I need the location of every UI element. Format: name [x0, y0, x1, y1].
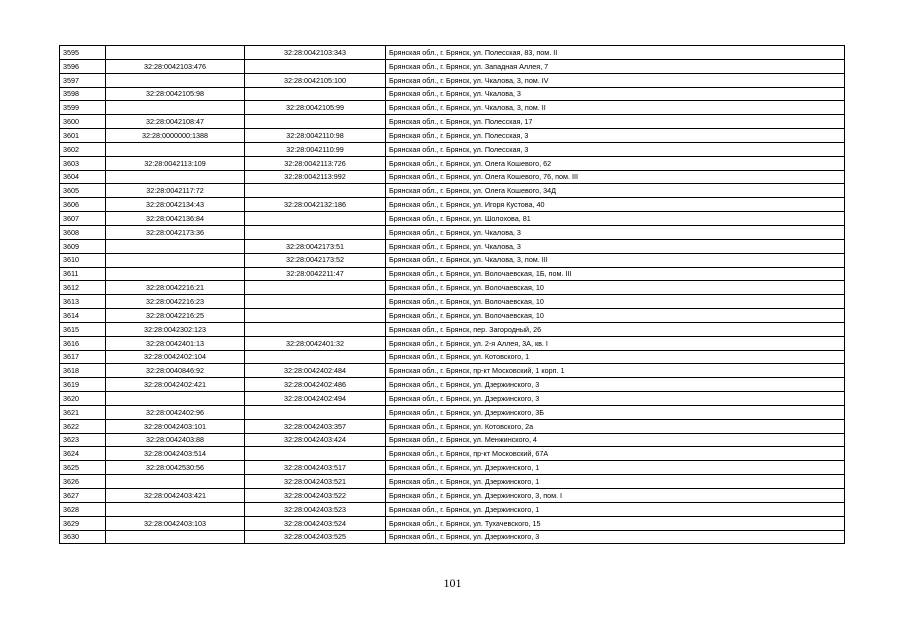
- address-cell: Брянская обл., г. Брянск, ул. Чкалова, 3: [386, 87, 845, 101]
- table-row: [60, 115, 845, 129]
- table-row: [60, 405, 845, 419]
- cadastral-number-cell: [106, 530, 245, 544]
- building-number-cell: 32:28:0042113:726: [245, 156, 386, 170]
- building-number-cell: [245, 59, 386, 73]
- building-number-cell: 32:28:0042105:99: [245, 101, 386, 115]
- table-row: [60, 101, 845, 115]
- row-number-cell: 3608: [60, 225, 106, 239]
- cadastral-number-cell: 32:28:0042402:104: [106, 350, 245, 364]
- row-number-cell: 3613: [60, 295, 106, 309]
- table-row: [60, 419, 845, 433]
- row-number-cell: 3598: [60, 87, 106, 101]
- row-number-cell: 3615: [60, 322, 106, 336]
- row-number-cell: 3611: [60, 267, 106, 281]
- cadastral-number-cell: 32:28:0042216:21: [106, 281, 245, 295]
- building-number-cell: 32:28:0042403:523: [245, 502, 386, 516]
- building-number-cell: 32:28:0042403:517: [245, 461, 386, 475]
- table-row: [60, 475, 845, 489]
- table-row: [60, 461, 845, 475]
- table-row: [60, 378, 845, 392]
- row-number-cell: 3606: [60, 198, 106, 212]
- table-row: [60, 489, 845, 503]
- building-number-cell: 32:28:0042113:992: [245, 170, 386, 184]
- address-cell: Брянская обл., г. Брянск, ул. Дзержинского, 1: [386, 502, 845, 516]
- address-cell: Брянская обл., г. Брянск, ул. Дзержинского, 3, пом. I: [386, 489, 845, 503]
- cadastral-number-cell: [106, 475, 245, 489]
- row-number-cell: 3612: [60, 281, 106, 295]
- row-number-cell: 3619: [60, 378, 106, 392]
- table-row: [60, 516, 845, 530]
- building-number-cell: [245, 212, 386, 226]
- cadastral-number-cell: [106, 253, 245, 267]
- address-cell: Брянская обл., г. Брянск, ул. Чкалова, 3, пом. II: [386, 101, 845, 115]
- cadastral-number-cell: 32:28:0042403:101: [106, 419, 245, 433]
- cadastral-number-cell: [106, 392, 245, 406]
- cadastral-number-cell: 32:28:0042103:476: [106, 59, 245, 73]
- address-cell: Брянская обл., г. Брянск, ул. Волочаевская, 10: [386, 295, 845, 309]
- row-number-cell: 3604: [60, 170, 106, 184]
- cadastral-number-cell: 32:28:0042216:23: [106, 295, 245, 309]
- address-cell: Брянская обл., г. Брянск, ул. Чкалова, 3, пом. III: [386, 253, 845, 267]
- table-row: [60, 350, 845, 364]
- address-cell: Брянская обл., г. Брянск, ул. Олега Кошевого, 34Д: [386, 184, 845, 198]
- row-number-cell: 3621: [60, 405, 106, 419]
- row-number-cell: 3626: [60, 475, 106, 489]
- row-number-cell: 3624: [60, 447, 106, 461]
- building-number-cell: [245, 350, 386, 364]
- building-number-cell: 32:28:0042110:98: [245, 129, 386, 143]
- row-number-cell: 3620: [60, 392, 106, 406]
- building-number-cell: [245, 115, 386, 129]
- row-number-cell: 3630: [60, 530, 106, 544]
- row-number-cell: 3614: [60, 309, 106, 323]
- address-cell: Брянская обл., г. Брянск, ул. Дзержинского, 3: [386, 378, 845, 392]
- cadastral-number-cell: 32:28:0042113:109: [106, 156, 245, 170]
- row-number-cell: 3600: [60, 115, 106, 129]
- building-number-cell: 32:28:0042403:524: [245, 516, 386, 530]
- address-cell: Брянская обл., г. Брянск, ул. Котовского, 1: [386, 350, 845, 364]
- cadastral-number-cell: 32:28:0042105:98: [106, 87, 245, 101]
- address-cell: Брянская обл., г. Брянск, ул. Чкалова, 3: [386, 225, 845, 239]
- table-row: [60, 267, 845, 281]
- address-cell: Брянская обл., г. Брянск, ул. Олега Кошевого, 76, пом. III: [386, 170, 845, 184]
- building-number-cell: 32:28:0042211:47: [245, 267, 386, 281]
- table-row: [60, 87, 845, 101]
- building-number-cell: 32:28:0042402:486: [245, 378, 386, 392]
- cadastral-number-cell: 32:28:0042530:56: [106, 461, 245, 475]
- building-number-cell: 32:28:0042403:525: [245, 530, 386, 544]
- table-row: [60, 142, 845, 156]
- building-number-cell: 32:28:0042103:343: [245, 46, 386, 60]
- cadastral-number-cell: 32:28:0000000:1388: [106, 129, 245, 143]
- page-number: 101: [443, 576, 462, 590]
- cadastral-number-cell: 32:28:0042134:43: [106, 198, 245, 212]
- address-cell: Брянская обл., г. Брянск, ул. Дзержинского, 1: [386, 475, 845, 489]
- cadastral-number-cell: 32:28:0042401:13: [106, 336, 245, 350]
- table-row: [60, 322, 845, 336]
- building-number-cell: 32:28:0042401:32: [245, 336, 386, 350]
- cadastral-number-cell: [106, 267, 245, 281]
- row-number-cell: 3595: [60, 46, 106, 60]
- row-number-cell: 3609: [60, 239, 106, 253]
- cadastral-number-cell: [106, 101, 245, 115]
- building-number-cell: [245, 87, 386, 101]
- cadastral-number-cell: [106, 502, 245, 516]
- cadastral-number-cell: [106, 142, 245, 156]
- row-number-cell: 3601: [60, 129, 106, 143]
- cadastral-number-cell: 32:28:0042117:72: [106, 184, 245, 198]
- row-number-cell: 3628: [60, 502, 106, 516]
- cadastral-table: [59, 45, 845, 544]
- building-number-cell: 32:28:0042403:522: [245, 489, 386, 503]
- cadastral-number-cell: 32:28:0042403:421: [106, 489, 245, 503]
- building-number-cell: 32:28:0042403:521: [245, 475, 386, 489]
- cadastral-number-cell: 32:28:0042108:47: [106, 115, 245, 129]
- cadastral-number-cell: 32:28:0042173:36: [106, 225, 245, 239]
- address-cell: Брянская обл., г. Брянск, ул. Полесская, 3: [386, 129, 845, 143]
- cadastral-number-cell: 32:28:0040846:92: [106, 364, 245, 378]
- cadastral-number-cell: 32:28:0042302:123: [106, 322, 245, 336]
- cadastral-number-cell: 32:28:0042136:84: [106, 212, 245, 226]
- building-number-cell: [245, 225, 386, 239]
- building-number-cell: 32:28:0042110:99: [245, 142, 386, 156]
- address-cell: Брянская обл., г. Брянск, ул. Шолохова, 81: [386, 212, 845, 226]
- building-number-cell: [245, 184, 386, 198]
- table-row: [60, 73, 845, 87]
- address-cell: Брянская обл., г. Брянск, ул. Игоря Кустова, 40: [386, 198, 845, 212]
- address-cell: Брянская обл., г. Брянск, ул. Чкалова, 3: [386, 239, 845, 253]
- address-cell: Брянская обл., г. Брянск, пер. Загородный, 26: [386, 322, 845, 336]
- address-cell: Брянская обл., г. Брянск, ул. Дзержинского, 3Б: [386, 405, 845, 419]
- table-row: [60, 364, 845, 378]
- address-cell: Брянская обл., г. Брянск, ул. Волочаевская, 10: [386, 281, 845, 295]
- address-cell: Брянская обл., г. Брянск, пр-кт Московский, 67А: [386, 447, 845, 461]
- table-row: [60, 170, 845, 184]
- table-row: [60, 129, 845, 143]
- row-number-cell: 3599: [60, 101, 106, 115]
- row-number-cell: 3629: [60, 516, 106, 530]
- building-number-cell: 32:28:0042403:424: [245, 433, 386, 447]
- address-cell: Брянская обл., г. Брянск, пр-кт Московский, 1 корп. 1: [386, 364, 845, 378]
- building-number-cell: 32:28:0042402:494: [245, 392, 386, 406]
- address-cell: Брянская обл., г. Брянск, ул. Дзержинского, 1: [386, 461, 845, 475]
- building-number-cell: 32:28:0042173:51: [245, 239, 386, 253]
- table-body: [60, 46, 845, 544]
- table-row: [60, 253, 845, 267]
- address-cell: Брянская обл., г. Брянск, ул. Волочаевская, 1Б, пом. III: [386, 267, 845, 281]
- table-row: [60, 59, 845, 73]
- table-row: [60, 336, 845, 350]
- table-row: [60, 447, 845, 461]
- row-number-cell: 3625: [60, 461, 106, 475]
- table-row: [60, 46, 845, 60]
- cadastral-number-cell: 32:28:0042402:421: [106, 378, 245, 392]
- table-row: [60, 530, 845, 544]
- address-cell: Брянская обл., г. Брянск, ул. Чкалова, 3, пом. IV: [386, 73, 845, 87]
- building-number-cell: 32:28:0042105:100: [245, 73, 386, 87]
- table-row: [60, 239, 845, 253]
- address-cell: Брянская обл., г. Брянск, ул. Западная Аллея, 7: [386, 59, 845, 73]
- row-number-cell: 3617: [60, 350, 106, 364]
- address-cell: Брянская обл., г. Брянск, ул. Полесская, 17: [386, 115, 845, 129]
- row-number-cell: 3603: [60, 156, 106, 170]
- table-row: [60, 198, 845, 212]
- building-number-cell: [245, 281, 386, 295]
- address-cell: Брянская обл., г. Брянск, ул. Олега Кошевого, 62: [386, 156, 845, 170]
- row-number-cell: 3627: [60, 489, 106, 503]
- table-row: [60, 433, 845, 447]
- cadastral-number-cell: [106, 46, 245, 60]
- cadastral-number-cell: 32:28:0042403:514: [106, 447, 245, 461]
- row-number-cell: 3602: [60, 142, 106, 156]
- cadastral-number-cell: 32:28:0042403:88: [106, 433, 245, 447]
- row-number-cell: 3622: [60, 419, 106, 433]
- address-cell: Брянская обл., г. Брянск, ул. Тухачевского, 15: [386, 516, 845, 530]
- row-number-cell: 3596: [60, 59, 106, 73]
- row-number-cell: 3607: [60, 212, 106, 226]
- address-cell: Брянская обл., г. Брянск, ул. Полесская, 3: [386, 142, 845, 156]
- table-row: [60, 309, 845, 323]
- row-number-cell: 3618: [60, 364, 106, 378]
- table-row: [60, 212, 845, 226]
- table-row: [60, 295, 845, 309]
- table-row: [60, 184, 845, 198]
- building-number-cell: [245, 447, 386, 461]
- table-row: [60, 392, 845, 406]
- address-cell: Брянская обл., г. Брянск, ул. Котовского, 2а: [386, 419, 845, 433]
- address-cell: Брянская обл., г. Брянск, ул. 2-я Аллея, 3А, кв. I: [386, 336, 845, 350]
- cadastral-number-cell: [106, 239, 245, 253]
- building-number-cell: [245, 295, 386, 309]
- row-number-cell: 3597: [60, 73, 106, 87]
- building-number-cell: 32:28:0042402:484: [245, 364, 386, 378]
- cadastral-number-cell: 32:28:0042403:103: [106, 516, 245, 530]
- cadastral-number-cell: 32:28:0042402:96: [106, 405, 245, 419]
- table-row: [60, 502, 845, 516]
- building-number-cell: [245, 322, 386, 336]
- table-row: [60, 225, 845, 239]
- cadastral-number-cell: 32:28:0042216:25: [106, 309, 245, 323]
- address-cell: Брянская обл., г. Брянск, ул. Дзержинского, 3: [386, 392, 845, 406]
- row-number-cell: 3605: [60, 184, 106, 198]
- row-number-cell: 3623: [60, 433, 106, 447]
- row-number-cell: 3610: [60, 253, 106, 267]
- row-number-cell: 3616: [60, 336, 106, 350]
- address-cell: Брянская обл., г. Брянск, ул. Дзержинского, 3: [386, 530, 845, 544]
- table-row: [60, 281, 845, 295]
- address-cell: Брянская обл., г. Брянск, ул. Менжинского, 4: [386, 433, 845, 447]
- building-number-cell: [245, 309, 386, 323]
- cadastral-number-cell: [106, 73, 245, 87]
- building-number-cell: 32:28:0042132:186: [245, 198, 386, 212]
- building-number-cell: 32:28:0042173:52: [245, 253, 386, 267]
- table-row: [60, 156, 845, 170]
- building-number-cell: [245, 405, 386, 419]
- address-cell: Брянская обл., г. Брянск, ул. Полесская, 83, пом. II: [386, 46, 845, 60]
- address-cell: Брянская обл., г. Брянск, ул. Волочаевская, 10: [386, 309, 845, 323]
- building-number-cell: 32:28:0042403:357: [245, 419, 386, 433]
- cadastral-number-cell: [106, 170, 245, 184]
